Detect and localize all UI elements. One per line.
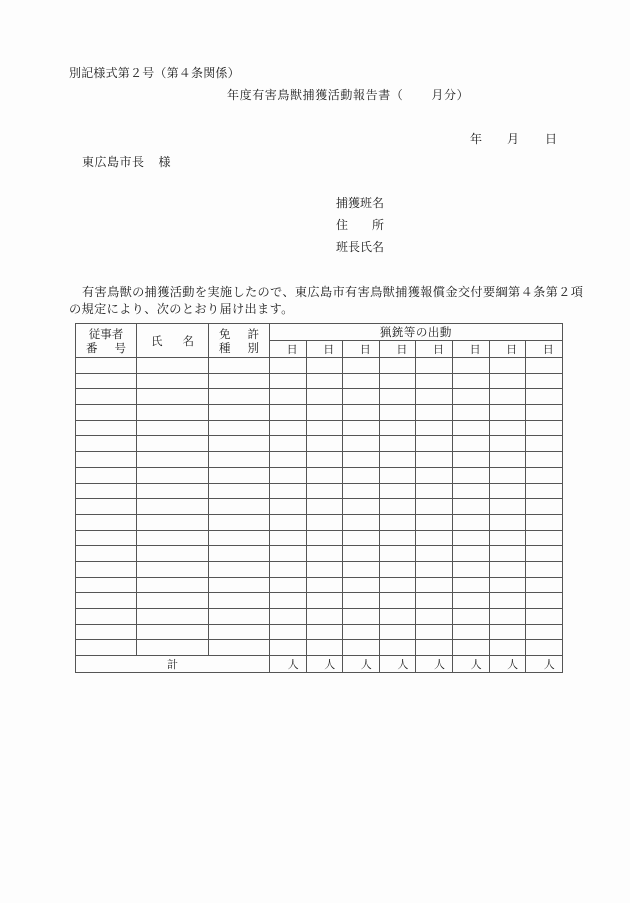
license-type-cell[interactable] [209,546,270,562]
table-row [76,405,563,421]
day-activity-cell[interactable] [306,483,343,499]
worker-number-cell[interactable] [76,467,137,483]
day-activity-cell[interactable] [416,420,453,436]
day-activity-cell[interactable] [489,373,526,389]
worker-number-cell[interactable] [76,436,137,452]
worker-number-cell[interactable] [76,593,137,609]
day-activity-cell[interactable] [306,561,343,577]
day-activity-cell[interactable] [343,420,380,436]
day-activity-cell[interactable] [270,436,307,452]
day-activity-cell[interactable] [270,624,307,640]
day-activity-cell[interactable] [489,499,526,515]
day-activity-cell[interactable] [270,499,307,515]
license-type-cell[interactable] [209,389,270,405]
name-cell[interactable] [137,530,209,546]
statement-line-2: の規定により、次のとおり届け出ます。 [69,302,294,316]
day-activity-cell[interactable] [379,436,416,452]
header-day: 日 [416,341,453,358]
day-activity-cell[interactable] [306,577,343,593]
total-cell[interactable]: 人 [416,656,453,673]
day-activity-cell[interactable] [306,609,343,625]
day-activity-cell[interactable] [343,405,380,421]
day-activity-cell[interactable] [452,546,489,562]
day-activity-cell[interactable] [526,389,563,405]
day-activity-cell[interactable] [526,561,563,577]
worker-number-cell[interactable] [76,577,137,593]
day-activity-cell[interactable] [270,514,307,530]
name-cell[interactable] [137,499,209,515]
day-activity-cell[interactable] [416,561,453,577]
date-line [466,132,566,146]
day-activity-cell[interactable] [489,593,526,609]
table-row [76,546,563,562]
header-text: 号 [114,340,126,355]
day-activity-cell[interactable] [379,420,416,436]
day-activity-cell[interactable] [379,483,416,499]
total-cell[interactable]: 人 [489,656,526,673]
day-activity-cell[interactable] [489,358,526,374]
day-activity-cell[interactable] [306,499,343,515]
day-activity-cell[interactable] [270,530,307,546]
license-type-cell[interactable] [209,530,270,546]
header-day: 日 [306,341,343,358]
day-activity-cell[interactable] [526,609,563,625]
day-activity-cell[interactable] [270,358,307,374]
day-activity-cell[interactable] [379,609,416,625]
day-activity-cell[interactable] [489,483,526,499]
license-type-cell[interactable] [209,577,270,593]
day-activity-cell[interactable] [416,405,453,421]
day-activity-cell[interactable] [489,546,526,562]
day-activity-cell[interactable] [306,624,343,640]
day-activity-cell[interactable] [489,405,526,421]
table-row [76,499,563,515]
day-activity-cell[interactable] [526,624,563,640]
name-cell[interactable] [137,577,209,593]
header-text: 番 [86,340,98,355]
day-activity-cell[interactable] [416,609,453,625]
day-activity-cell[interactable] [452,499,489,515]
day-activity-cell[interactable] [526,452,563,468]
header-name [137,324,209,358]
day-activity-cell[interactable] [452,373,489,389]
leader-name-label: 班長氏名 [336,240,385,254]
day-activity-cell[interactable] [343,514,380,530]
day-activity-cell[interactable] [379,405,416,421]
day-activity-cell[interactable] [270,467,307,483]
day-activity-cell[interactable] [379,561,416,577]
day-activity-cell[interactable] [489,640,526,656]
table-row [76,640,563,656]
day-activity-cell[interactable] [489,436,526,452]
worker-number-cell[interactable] [76,373,137,389]
name-cell[interactable] [137,514,209,530]
day-activity-cell[interactable] [379,593,416,609]
day-activity-cell[interactable] [270,452,307,468]
name-cell[interactable] [137,358,209,374]
day-activity-cell[interactable] [379,640,416,656]
license-type-cell[interactable] [209,609,270,625]
total-label: 計 [76,656,270,673]
day-activity-cell[interactable] [416,577,453,593]
day-activity-cell[interactable] [452,483,489,499]
table-body [76,358,563,656]
name-cell[interactable] [137,420,209,436]
day-activity-cell[interactable] [343,624,380,640]
day-activity-cell[interactable] [306,514,343,530]
day-activity-cell[interactable] [270,561,307,577]
license-type-cell[interactable] [209,436,270,452]
table-row [76,467,563,483]
table-row [76,420,563,436]
day-activity-cell[interactable] [270,389,307,405]
day-activity-cell[interactable] [379,467,416,483]
table-row [76,452,563,468]
report-table [75,323,563,673]
day-activity-cell[interactable] [416,640,453,656]
table-row [76,389,563,405]
day-activity-cell[interactable] [379,358,416,374]
day-activity-cell[interactable] [306,530,343,546]
day-activity-cell[interactable] [452,389,489,405]
name-cell[interactable] [137,593,209,609]
name-cell[interactable] [137,546,209,562]
table-row [76,514,563,530]
day-activity-cell[interactable] [452,593,489,609]
worker-number-cell[interactable] [76,530,137,546]
day-activity-cell[interactable] [343,577,380,593]
name-cell[interactable] [137,373,209,389]
total-cell[interactable]: 人 [270,656,307,673]
day-activity-cell[interactable] [416,467,453,483]
day-activity-cell[interactable] [489,624,526,640]
header-worker-number [76,324,137,358]
day-activity-cell[interactable] [270,640,307,656]
table-row [76,358,563,374]
day-activity-cell[interactable] [270,420,307,436]
total-cell[interactable]: 人 [526,656,563,673]
header-day: 日 [452,341,489,358]
addressee-name: 東広島市長 [82,155,145,169]
day-activity-cell[interactable] [452,624,489,640]
name-cell[interactable] [137,452,209,468]
day-activity-cell[interactable] [270,577,307,593]
day-activity-cell[interactable] [416,530,453,546]
license-type-cell[interactable] [209,624,270,640]
day-activity-cell[interactable] [452,530,489,546]
name-cell[interactable] [137,405,209,421]
applicant-block [336,196,396,262]
header-day: 日 [379,341,416,358]
header-text: 名 [182,333,194,348]
license-type-cell[interactable] [209,514,270,530]
total-cell[interactable]: 人 [379,656,416,673]
worker-number-cell[interactable] [76,546,137,562]
license-type-cell[interactable] [209,420,270,436]
name-cell[interactable] [137,609,209,625]
day-activity-cell[interactable] [489,514,526,530]
day-activity-cell[interactable] [379,389,416,405]
day-activity-cell[interactable] [343,389,380,405]
day-activity-cell[interactable] [416,389,453,405]
name-cell[interactable] [137,389,209,405]
header-activity-group: 猟銃等の出動 [270,324,563,341]
day-activity-cell[interactable] [306,640,343,656]
name-cell[interactable] [137,624,209,640]
header-day: 日 [526,341,563,358]
table-row [76,436,563,452]
name-cell[interactable] [137,483,209,499]
day-activity-cell[interactable] [379,530,416,546]
day-activity-cell[interactable] [526,405,563,421]
day-activity-cell[interactable] [452,609,489,625]
day-activity-cell[interactable] [489,467,526,483]
table-row [76,577,563,593]
table-row [76,609,563,625]
day-activity-cell[interactable] [416,373,453,389]
day-activity-cell[interactable] [306,405,343,421]
day-activity-cell[interactable] [306,452,343,468]
worker-number-cell[interactable] [76,624,137,640]
header-text: 別 [247,340,259,355]
table-row [76,373,563,389]
address-label-part: 住 [336,218,349,232]
day-activity-cell[interactable] [526,358,563,374]
day-activity-cell[interactable] [379,499,416,515]
header-text: 氏 [151,333,163,348]
day-activity-cell[interactable] [343,373,380,389]
worker-number-cell[interactable] [76,483,137,499]
day-activity-cell[interactable] [343,609,380,625]
header-text: 種 [219,340,231,355]
license-type-cell[interactable] [209,483,270,499]
day-activity-cell[interactable] [526,436,563,452]
day-activity-cell[interactable] [526,577,563,593]
title-prefix: 年度有害鳥獣捕獲活動報告書（ [227,88,404,102]
day-activity-cell[interactable] [379,452,416,468]
day-activity-cell[interactable] [452,358,489,374]
day-activity-cell[interactable] [306,593,343,609]
license-type-cell[interactable] [209,499,270,515]
day-activity-cell[interactable] [416,546,453,562]
addressee [82,155,171,169]
day-activity-cell[interactable] [416,499,453,515]
day-activity-cell[interactable] [270,593,307,609]
day-activity-cell[interactable] [526,373,563,389]
day-activity-cell[interactable] [379,624,416,640]
day-activity-cell[interactable] [306,436,343,452]
day-activity-cell[interactable] [416,452,453,468]
day-activity-cell[interactable] [452,405,489,421]
day-activity-cell[interactable] [452,420,489,436]
day-activity-cell[interactable] [379,514,416,530]
header-day: 日 [489,341,526,358]
license-type-cell[interactable] [209,640,270,656]
day-activity-cell[interactable] [489,577,526,593]
day-activity-cell[interactable] [526,593,563,609]
table-row [76,561,563,577]
license-type-cell[interactable] [209,373,270,389]
day-activity-cell[interactable] [306,467,343,483]
name-cell[interactable] [137,640,209,656]
day-activity-cell[interactable] [489,420,526,436]
header-license-type [209,324,270,358]
day-activity-cell[interactable] [379,546,416,562]
day-activity-cell[interactable] [489,389,526,405]
license-type-cell[interactable] [209,561,270,577]
day-activity-cell[interactable] [343,561,380,577]
day-activity-cell[interactable] [270,405,307,421]
header-text: 免 [219,326,231,341]
day-activity-cell[interactable] [270,609,307,625]
document-title [227,88,469,102]
day-activity-cell[interactable] [526,420,563,436]
day-activity-cell[interactable] [526,530,563,546]
day-activity-cell[interactable] [489,609,526,625]
addressee-honorific: 様 [158,155,172,169]
day-activity-cell[interactable] [379,577,416,593]
day-activity-cell[interactable] [526,514,563,530]
date-year-label: 年 [470,132,483,146]
day-activity-cell[interactable] [526,640,563,656]
license-type-cell[interactable] [209,467,270,483]
day-activity-cell[interactable] [270,546,307,562]
day-activity-cell[interactable] [452,436,489,452]
day-activity-cell[interactable] [306,546,343,562]
day-activity-cell[interactable] [526,483,563,499]
license-type-cell[interactable] [209,358,270,374]
worker-number-cell[interactable] [76,514,137,530]
day-activity-cell[interactable] [343,499,380,515]
day-activity-cell[interactable] [452,452,489,468]
day-activity-cell[interactable] [343,546,380,562]
day-activity-cell[interactable] [343,593,380,609]
day-activity-cell[interactable] [489,530,526,546]
day-activity-cell[interactable] [343,530,380,546]
day-activity-cell[interactable] [416,483,453,499]
day-activity-cell[interactable] [306,358,343,374]
day-activity-cell[interactable] [452,514,489,530]
day-activity-cell[interactable] [270,373,307,389]
day-activity-cell[interactable] [343,452,380,468]
day-activity-cell[interactable] [489,561,526,577]
header-day: 日 [270,341,307,358]
header-worker-number-line1: 従事者 [88,326,124,341]
table-row [76,530,563,546]
day-activity-cell[interactable] [416,624,453,640]
statement-line-1: 有害鳥獣の捕獲活動を実施したので、東広島市有害鳥獣捕獲報償金交付要綱第４条第２項 [82,285,584,299]
table-row [76,483,563,499]
worker-number-cell[interactable] [76,389,137,405]
total-cell[interactable]: 人 [343,656,380,673]
header-text: 許 [247,326,259,341]
day-activity-cell[interactable] [452,640,489,656]
title-suffix: 月分） [431,88,470,102]
day-activity-cell[interactable] [343,467,380,483]
day-activity-cell[interactable] [452,577,489,593]
day-activity-cell[interactable] [526,546,563,562]
day-activity-cell[interactable] [306,373,343,389]
license-type-cell[interactable] [209,452,270,468]
header-day: 日 [343,341,380,358]
day-activity-cell[interactable] [489,452,526,468]
worker-number-cell[interactable] [76,499,137,515]
address-label [336,218,384,240]
day-activity-cell[interactable] [306,389,343,405]
day-activity-cell[interactable] [270,483,307,499]
day-activity-cell[interactable] [452,561,489,577]
license-type-cell[interactable] [209,593,270,609]
day-activity-cell[interactable] [343,436,380,452]
worker-number-cell[interactable] [76,420,137,436]
total-cell[interactable]: 人 [306,656,343,673]
total-row [76,656,563,673]
day-activity-cell[interactable] [526,499,563,515]
day-activity-cell[interactable] [416,514,453,530]
worker-number-cell[interactable] [76,609,137,625]
day-activity-cell[interactable] [343,483,380,499]
name-cell[interactable] [137,561,209,577]
day-activity-cell[interactable] [416,593,453,609]
address-label-part: 所 [371,218,384,232]
date-month-label: 月 [507,132,520,146]
name-cell[interactable] [137,436,209,452]
table-row [76,624,563,640]
day-activity-cell[interactable] [526,467,563,483]
name-cell[interactable] [137,467,209,483]
total-cell[interactable]: 人 [452,656,489,673]
license-type-cell[interactable] [209,405,270,421]
day-activity-cell[interactable] [416,436,453,452]
statement-paragraph [69,284,584,318]
worker-number-cell[interactable] [76,640,137,656]
worker-number-cell[interactable] [76,405,137,421]
worker-number-cell[interactable] [76,358,137,374]
worker-number-cell[interactable] [76,452,137,468]
table-row [76,593,563,609]
day-activity-cell[interactable] [343,358,380,374]
form-number: 別記様式第２号（第４条関係） [69,66,240,80]
date-day-label: 日 [545,132,558,146]
day-activity-cell[interactable] [343,640,380,656]
worker-number-cell[interactable] [76,561,137,577]
day-activity-cell[interactable] [452,467,489,483]
day-activity-cell[interactable] [306,420,343,436]
day-activity-cell[interactable] [416,358,453,374]
day-activity-cell[interactable] [379,373,416,389]
team-name-label: 捕獲班名 [336,196,385,210]
